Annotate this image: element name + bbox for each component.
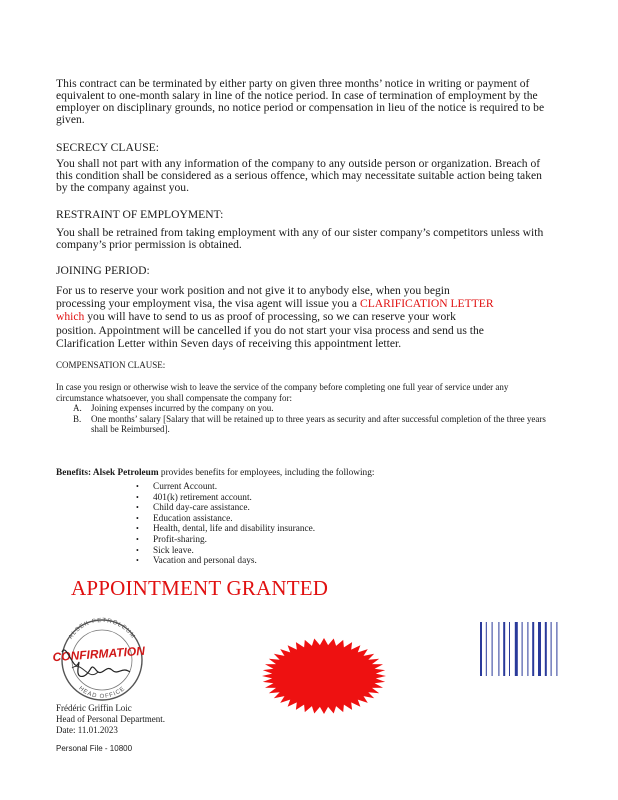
benefits-list bbox=[136, 482, 315, 567]
list-item: • Profit-sharing. bbox=[136, 535, 315, 546]
compensation-block bbox=[56, 382, 556, 435]
list-item: • Sick leave. bbox=[136, 546, 315, 557]
signatory-date: Date: 11.01.2023 bbox=[56, 725, 118, 735]
termination-paragraph: This contract can be terminated by either party on given three months’ notice in writing or payment of equivalent to one-month salary in line of the notice period. In case of termination of employment by the employer on disciplinary grounds, no notice period or compensation in lieu of the notice is required to be given. bbox=[56, 77, 545, 126]
benefits-text: provides benefits for employees, including the following: bbox=[158, 468, 375, 478]
personal-file-reference: Personal File - 10800 bbox=[56, 744, 133, 753]
list-item: • Education assistance. bbox=[136, 514, 315, 525]
list-item: • Child day-care assistance. bbox=[136, 503, 315, 514]
joining-text-end: you will have to send to us as proof of processing, so we can reserve your work position. Appointment will be cancelled if you do not start your visa process and send us the Clarification Letter within Seven days of receiving this appointment letter. bbox=[56, 310, 484, 350]
svg-text:ALSEK PETROLEUM bbox=[68, 618, 136, 640]
signatory-title: Head of Personal Department. bbox=[56, 714, 165, 724]
benefits-intro bbox=[56, 468, 374, 478]
item-text: One months’ salary [Salary that will be retained up to three years as security and after successful completion of the three years shall be Reimbursed]. bbox=[91, 413, 546, 434]
item-marker: B. bbox=[73, 413, 82, 424]
clarification-letter-highlight: CLARIFICATION LETTER which bbox=[56, 297, 494, 324]
benefits-lead: Benefits: Alsek Petroleum bbox=[56, 468, 159, 478]
item-text: Joining expenses incurred by the company on you. bbox=[91, 403, 274, 413]
stamp-ring-top: ALSEK PETROLEUM bbox=[67, 617, 137, 641]
appointment-granted-title: APPOINTMENT GRANTED bbox=[71, 576, 329, 600]
compensation-list bbox=[56, 403, 556, 435]
restraint-paragraph: You shall be retrained from taking employment with any of our sister company’s competitors unless with company’s prior permission is obtained. bbox=[56, 226, 544, 251]
red-seal-icon bbox=[258, 636, 390, 716]
stamp-label: CONFIRMATION bbox=[52, 643, 146, 665]
signatory-name: Frédéric Griffin Loic bbox=[56, 703, 132, 713]
barcode-icon bbox=[478, 620, 562, 678]
list-item: • Current Account. bbox=[136, 482, 315, 493]
confirmation-stamp-icon bbox=[52, 612, 152, 702]
joining-heading: JOINING PERIOD: bbox=[56, 264, 150, 277]
list-item: • Health, dental, life and disability insurance. bbox=[136, 524, 315, 535]
list-item: • Vacation and personal days. bbox=[136, 556, 315, 567]
signatory-block bbox=[56, 703, 165, 736]
list-item: • 401(k) retirement account. bbox=[136, 493, 315, 504]
compensation-item bbox=[56, 414, 556, 435]
secrecy-heading: SECRECY CLAUSE: bbox=[56, 141, 159, 154]
svg-text:HEAD OFFICE bbox=[77, 686, 126, 700]
compensation-item bbox=[56, 403, 556, 414]
secrecy-paragraph: You shall not part with any information of the company to any outside person or organization. Breach of this condition shall be considered as a serious offence, which may necessitate suitable action being taken by the company against you. bbox=[56, 157, 542, 194]
joining-text-start: For us to reserve your work position and not give it to anybody else, when you begin processing your employment visa, the visa agent will issue you a bbox=[56, 284, 450, 311]
stamp-ring-bottom: HEAD OFFICE bbox=[77, 685, 127, 701]
item-marker: A. bbox=[73, 403, 82, 413]
joining-paragraph bbox=[56, 284, 496, 350]
compensation-heading: COMPENSATION CLAUSE: bbox=[56, 360, 166, 370]
compensation-paragraph: In case you resign or otherwise wish to leave the service of the company before completing one full year of service under any circumstance whatsoever, you shall compensate the company for: bbox=[56, 382, 509, 403]
restraint-heading: RESTRAINT OF EMPLOYMENT: bbox=[56, 208, 224, 221]
